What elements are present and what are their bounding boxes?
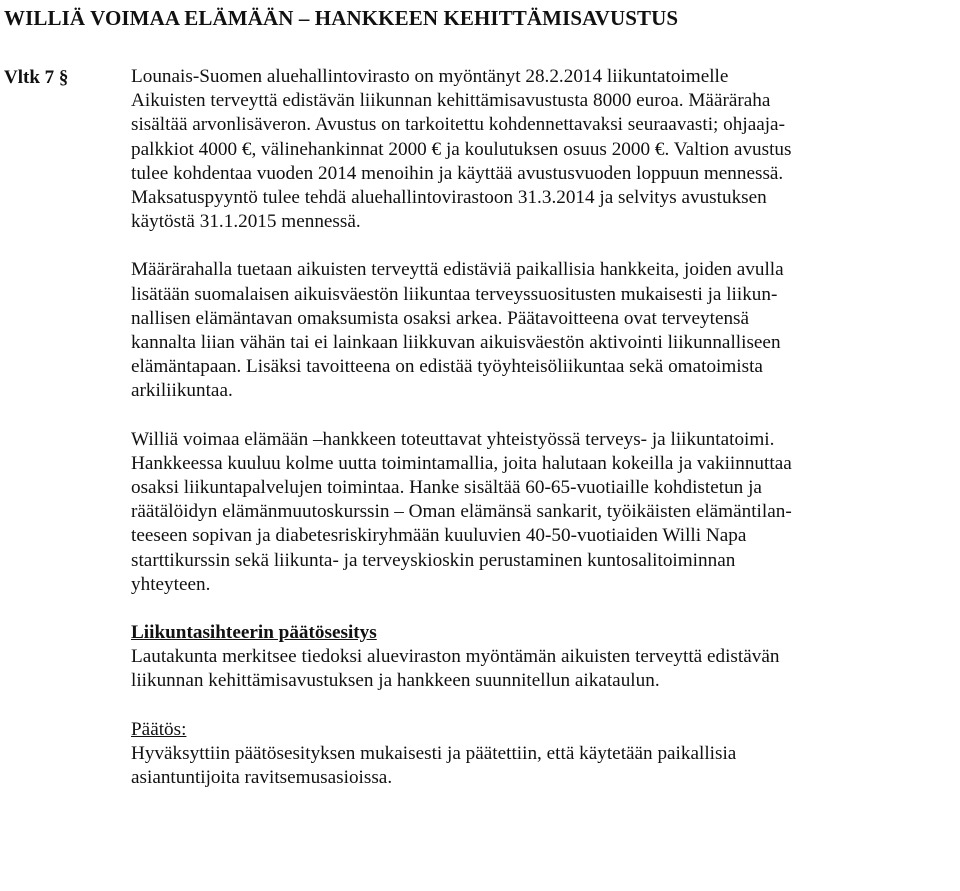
paragraph-gap: [131, 694, 956, 718]
decision-heading: Päätös:: [131, 718, 187, 740]
text-line: lisätään suomalaisen aikuisväestön liikuntaa terveyssuositusten mukaisesti ja liikun-: [131, 283, 778, 305]
text-line: tulee kohdentaa vuoden 2014 menoihin ja käyttää avustusvuoden loppuun mennessä.: [131, 162, 784, 184]
text-line: arkiliikuntaa.: [131, 380, 233, 402]
text-line: räätälöidyn elämänmuutoskurssin – Oman elämänsä sankarit, työikäisten elämäntilan-: [131, 501, 792, 523]
document-body: [131, 65, 956, 790]
text-line: Aikuisten terveyttä edistävän liikunnan kehittämisavustusta 8000 euroa. Määräraha: [131, 90, 771, 112]
text-line: Hankkeessa kuuluu kolme uutta toimintamallia, joita halutaan kokeilla ja vakiinnuttaa: [131, 452, 792, 474]
text-line: Määrärahalla tuetaan aikuisten terveyttä edistäviä paikallisia hankkeita, joiden avulla: [131, 259, 784, 281]
text-line: Maksatuspyyntö tulee tehdä aluehallintovirastoon 31.3.2014 ja selvitys avustuksen: [131, 187, 767, 209]
paragraph-gap: [131, 404, 956, 428]
text-line: sisältää arvonlisäveron. Avustus on tarkoitettu kohdennettavaksi seuraavasti; ohjaaja-: [131, 114, 785, 136]
proposal-heading: Liikuntasihteerin päätösesitys: [131, 622, 377, 644]
text-line: Lounais-Suomen aluehallintovirasto on myöntänyt 28.2.2014 liikuntatoimelle: [131, 66, 729, 87]
text-line: liikunnan kehittämisavustuksen ja hankkeen suunnitellun aikataulun.: [131, 670, 660, 692]
paragraph-grant: [131, 65, 956, 234]
paragraph-project: [131, 428, 956, 597]
paragraph-gap: [131, 597, 956, 621]
text-line: asiantuntijoita ravitsemusasioissa.: [131, 767, 393, 789]
text-line: elämäntapaan. Lisäksi tavoitteena on edistää työyhteisöliikuntaa sekä omatoimista: [131, 356, 763, 378]
proposal-section: [131, 621, 956, 694]
text-line: nallisen elämäntavan omaksumista osaksi arkea. Päätavoitteena ovat terveytensä: [131, 307, 750, 329]
text-line: Williä voimaa elämään –hankkeen toteuttavat yhteistyössä terveys- ja liikuntatoimi.: [131, 428, 775, 450]
text-line: osaksi liikuntapalvelujen toimintaa. Hanke sisältää 60-65-vuotiaille kohdistetun ja: [131, 477, 762, 499]
text-line: Lautakunta merkitsee tiedoksi alueviraston myöntämän aikuisten terveyttä edistävän: [131, 646, 780, 668]
text-line: käytöstä 31.1.2015 mennessä.: [131, 211, 361, 233]
text-line: Hyväksyttiin päätösesityksen mukaisesti ja päätettiin, että käytetään paikallisia: [131, 742, 737, 764]
text-line: kannalta liian vähän tai ei lainkaan liikkuvan aikuisväestön aktivointi liikunnalliseen: [131, 332, 781, 354]
text-line: palkkiot 4000 €, välinehankinnat 2000 € ja koulutuksen osuus 2000 €. Valtion avustus: [131, 138, 792, 160]
decision-section: [131, 718, 956, 791]
paragraph-objectives: [131, 258, 956, 403]
text-line: teeseen sopivan ja diabetesriskiryhmään kuuluvien 40-50-vuotiaiden Willi Napa: [131, 525, 747, 547]
section-label: Vltk 7 §: [4, 67, 69, 88]
paragraph-gap: [131, 234, 956, 258]
text-line: starttikurssin sekä liikunta- ja terveyskioskin perustaminen kuntosalitoiminnan: [131, 549, 736, 571]
page-title: WILLIÄ VOIMAA ELÄMÄÄN – HANKKEEN KEHITTÄMISAVUSTUS: [4, 6, 679, 30]
text-line: yhteyteen.: [131, 573, 211, 595]
